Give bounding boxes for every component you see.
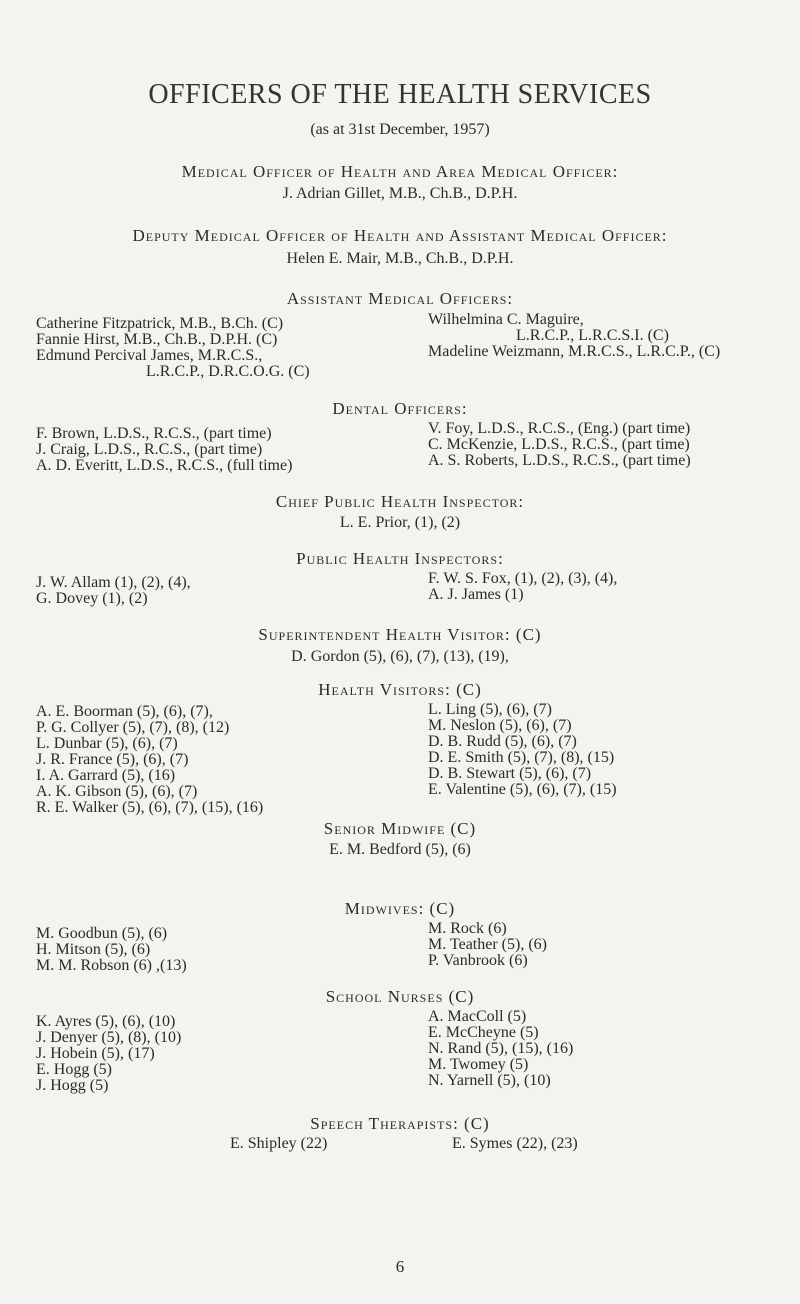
list-item: L. Ling (5), (6), (7) <box>428 701 552 718</box>
midwives-left-column <box>36 926 187 974</box>
st-left: E. Shipley (22) <box>230 1135 328 1152</box>
hv-right-column <box>428 702 617 798</box>
list-item: A. K. Gibson (5), (6), (7) <box>36 783 198 800</box>
list-item: F. Brown, L.D.S., R.C.S., (part time) <box>36 425 272 442</box>
st-heading: Speech Therapists: (C) <box>310 1114 490 1133</box>
moh-heading: Medical Officer of Health and Area Medical Officer: <box>181 162 619 181</box>
list-item: K. Ayres (5), (6), (10) <box>36 1013 176 1030</box>
dmoh-name: Helen E. Mair, M.B., Ch.B., D.P.H. <box>286 250 514 267</box>
list-item: A. MacColl (5) <box>428 1008 527 1025</box>
sn-heading: School Nurses (C) <box>325 987 475 1006</box>
list-item: M. Rock (6) <box>428 920 507 937</box>
moh-name: J. Adrian Gillet, M.B., Ch.B., D.P.H. <box>282 185 518 202</box>
list-item: J. Craig, L.D.S., R.C.S., (part time) <box>36 441 263 458</box>
sn-right-column <box>428 1009 573 1089</box>
list-item: N. Yarnell (5), (10) <box>428 1072 551 1089</box>
sm-name: E. M. Bedford (5), (6) <box>329 841 471 858</box>
list-item: Catherine Fitzpatrick, M.B., B.Ch. (C) <box>36 315 284 332</box>
list-item: L. Dunbar (5), (6), (7) <box>36 735 178 752</box>
list-item: E. McCheyne (5) <box>428 1024 539 1041</box>
list-item: J. R. France (5), (6), (7) <box>36 751 189 768</box>
list-item: L.R.C.P., D.R.C.O.G. (C) <box>146 363 310 380</box>
list-item: C. McKenzie, L.D.S., R.C.S., (part time) <box>428 436 690 453</box>
list-item: M. Twomey (5) <box>428 1056 529 1073</box>
midwives-right-column <box>428 921 547 969</box>
list-item: F. W. S. Fox, (1), (2), (3), (4), <box>428 570 618 587</box>
list-item: Wilhelmina C. Maguire, <box>428 311 584 328</box>
list-item: Madeline Weizmann, M.R.C.S., L.R.C.P., (C) <box>428 343 721 360</box>
dental-heading: Dental Officers: <box>332 399 468 418</box>
list-item: G. Dovey (1), (2) <box>36 590 148 607</box>
midwives-heading: Midwives: (C) <box>344 899 456 918</box>
list-item: M. Goodbun (5), (6) <box>36 925 168 942</box>
list-item: H. Mitson (5), (6) <box>36 941 151 958</box>
hv-left-column <box>36 704 263 816</box>
list-item: J. Denyer (5), (8), (10) <box>36 1029 182 1046</box>
list-item: A. J. James (1) <box>428 586 524 603</box>
list-item: J. Hogg (5) <box>36 1077 109 1094</box>
sm-heading: Senior Midwife (C) <box>323 819 477 838</box>
list-item: P. Vanbrook (6) <box>428 952 528 969</box>
amo-right-column <box>428 312 720 360</box>
dental-right-column <box>428 421 691 469</box>
amo-heading: Assistant Medical Officers: <box>286 289 514 308</box>
list-item: J. W. Allam (1), (2), (4), <box>36 574 191 591</box>
st-right: E. Symes (22), (23) <box>452 1135 578 1152</box>
page-number: 6 <box>395 1257 405 1276</box>
list-item: L.R.C.P., L.R.C.S.I. (C) <box>516 327 669 344</box>
list-item: A. D. Everitt, L.D.S., R.C.S., (full time) <box>36 457 293 474</box>
dental-left-column <box>36 426 292 474</box>
shv-name: D. Gordon (5), (6), (7), (13), (19), <box>291 648 509 665</box>
sn-left-column <box>36 1014 181 1094</box>
list-item: M. M. Robson (6) ,(13) <box>36 957 187 974</box>
list-item: I. A. Garrard (5), (16) <box>36 767 176 784</box>
list-item: E. Valentine (5), (6), (7), (15) <box>428 781 617 798</box>
phi-right-column <box>428 571 617 603</box>
list-item: A. E. Boorman (5), (6), (7), <box>36 703 213 720</box>
amo-left-column <box>36 316 310 380</box>
list-item: N. Rand (5), (15), (16) <box>428 1040 574 1057</box>
list-item: D. B. Rudd (5), (6), (7) <box>428 733 577 750</box>
page-subtitle: (as at 31st December, 1957) <box>310 121 490 138</box>
list-item: A. S. Roberts, L.D.S., R.C.S., (part time) <box>428 452 691 469</box>
shv-heading: Superintendent Health Visitor: (C) <box>258 625 542 644</box>
list-item: Edmund Percival James, M.R.C.S., <box>36 347 263 364</box>
list-item: J. Hobein (5), (17) <box>36 1045 155 1062</box>
list-item: R. E. Walker (5), (6), (7), (15), (16) <box>36 799 264 816</box>
list-item: V. Foy, L.D.S., R.C.S., (Eng.) (part time) <box>428 420 691 437</box>
list-item: E. Hogg (5) <box>36 1061 112 1078</box>
list-item: D. E. Smith (5), (7), (8), (15) <box>428 749 615 766</box>
page-title: OFFICERS OF THE HEALTH SERVICES <box>148 79 652 110</box>
list-item: M. Neslon (5), (6), (7) <box>428 717 572 734</box>
cphi-heading: Chief Public Health Inspector: <box>275 492 525 511</box>
cphi-name: L. E. Prior, (1), (2) <box>339 514 461 531</box>
list-item: M. Teather (5), (6) <box>428 936 547 953</box>
list-item: P. G. Collyer (5), (7), (8), (12) <box>36 719 230 736</box>
list-item: D. B. Stewart (5), (6), (7) <box>428 765 592 782</box>
phi-left-column <box>36 575 191 607</box>
dmoh-heading: Deputy Medical Officer of Health and Assistant Medical Officer: <box>132 226 668 245</box>
hv-heading: Health Visitors: (C) <box>318 680 482 699</box>
list-item: Fannie Hirst, M.B., Ch.B., D.P.H. (C) <box>36 331 278 348</box>
phi-heading: Public Health Inspectors: <box>296 549 504 568</box>
